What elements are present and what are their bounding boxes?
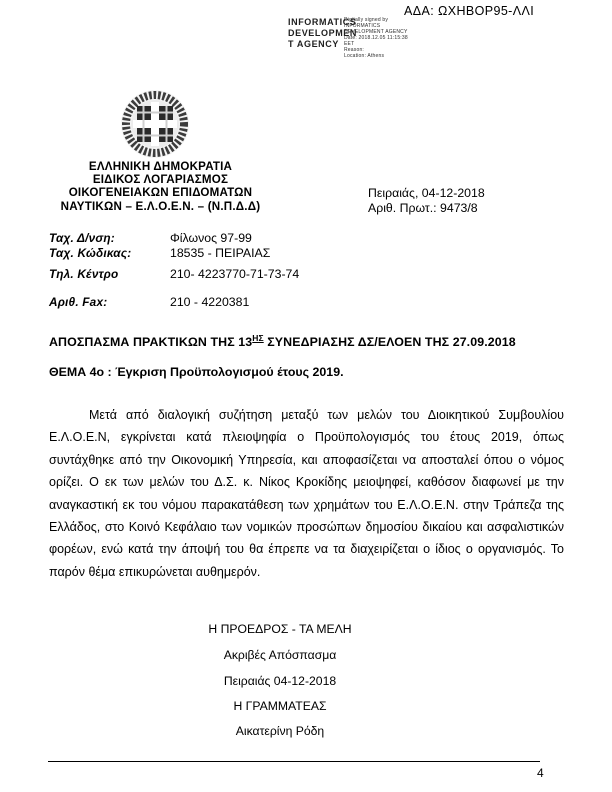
contact-value: 18535 - ΠΕΙΡΑΙΑΣ — [170, 246, 271, 260]
stamp-signature-line: Date: 2018.12.05 11:15:38 — [344, 35, 408, 41]
stamp-signature-line: Location: Athens — [344, 53, 385, 59]
contact-value: 210 - 4220381 — [170, 295, 250, 309]
document-title-text: ΣΥΝΕΔΡΙΑΣΗΣ ΔΣ/ΕΛΟΕΝ ΤΗΣ 27.09.2018 — [263, 335, 516, 350]
stamp-agency-line: DEVELOPMEN — [288, 28, 358, 38]
stamp-agency-line: T AGENCY — [288, 39, 339, 49]
closing-secretary-title: Η ΓΡΑΜΜΑΤΕΑΣ — [233, 699, 327, 713]
place-date: Πειραιάς, 04-12-2018 — [368, 186, 485, 200]
stamp-signature-line: Reason: — [344, 47, 365, 53]
stamp-signature-line: DEVELOPMENT AGENCY — [344, 29, 408, 35]
org-line: ΝΑΥΤΙΚΩΝ – Ε.Λ.Ο.Ε.Ν. – (Ν.Π.Δ.Δ) — [60, 199, 261, 213]
org-line: ΕΙΔΙΚΟΣ ΛΟΓΑΡΙΑΣΜΟΣ — [92, 173, 229, 187]
contact-value: 210- 4223770-71-73-74 — [170, 267, 300, 281]
stamp-signature-line: EET — [344, 41, 355, 47]
closing-place-date: Πειραιάς 04-12-2018 — [223, 674, 337, 688]
contact-label: Τηλ. Κέντρο — [49, 267, 119, 281]
greek-coat-of-arms-icon — [117, 87, 193, 163]
contact-label: Αριθ. Fax: — [49, 295, 108, 309]
closing-certified-copy: Ακριβές Απόσπασμα — [223, 648, 337, 662]
contact-value: Φίλωνος 97-99 — [170, 231, 252, 245]
contact-label: Ταχ. Δ/νση: — [49, 231, 115, 245]
place-date-protocol — [368, 186, 485, 215]
contact-label: Ταχ. Κώδικας: — [49, 246, 132, 260]
org-line: ΕΛΛΗΝΙΚΗ ΔΗΜΟΚΡΑΤΙΑ — [88, 160, 233, 173]
document-title-ordinal-suffix: ΗΣ — [252, 333, 264, 343]
closing-signatories: Η ΠΡΟΕΔΡΟΣ - ΤΑ ΜΕΛΗ — [208, 622, 352, 636]
document-title-text: ΑΠΟΣΠΑΣΜΑ ΠΡΑΚΤΙΚΩΝ ΤΗΣ 13 — [49, 335, 253, 350]
stamp-agency-line: INFORMATICS — [288, 17, 357, 27]
contact-row-phone — [49, 267, 409, 281]
contact-row-postal-code — [49, 246, 409, 260]
digital-signature-stamp — [288, 17, 448, 59]
closing-secretary-name: Αικατερίνη Ρόδη — [235, 724, 325, 738]
stamp-signature-line: INFORMATICS — [344, 23, 381, 29]
agenda-item-heading: ΘΕΜΑ 4ο : Έγκριση Προϋπολογισμού έτους 2019. — [49, 365, 344, 379]
protocol-number: Αριθ. Πρωτ.: 9473/8 — [368, 200, 478, 215]
document-title — [49, 333, 565, 349]
org-line: ΟΙΚΟΓΕΝΕΙΑΚΩΝ ΕΠΙΔΟΜΑΤΩΝ — [68, 186, 253, 200]
page-number: 4 — [537, 766, 544, 780]
contact-row-fax — [49, 295, 409, 309]
contact-row-address — [49, 231, 409, 245]
organization-header — [28, 160, 293, 213]
stamp-signature-line: Digitally signed by — [344, 17, 389, 23]
footer-divider — [48, 761, 540, 762]
ada-code: ΑΔΑ: ΩΧΗΒΟΡ95-ΛΛΙ — [404, 4, 535, 18]
decision-paragraph: Μετά από διαλογική συζήτηση μεταξύ των μελών του Διοικητικού Συμβουλίου Ε.Λ.Ο.Ε.Ν, εγκρίνεται κατά πλειοψηφία ο Προϋπολογισμός του έτους 2019, όπως συντάχθηκε από την Οικονομική Υπηρεσία, και αποφασίζεται να αποσταλεί όπου ο νόμος ορίζει. Ο εκ των μελών του Δ.Σ. κ. Νίκος Κροκίδης μειοψηφεί, καθόσον διαφωνεί με την αναγκαστική εκ του νόμου παρακατάθεση των χρημάτων του Ε.Λ.Ο.Ε.Ν. στην Τράπεζα της Ελλάδος, στο Κοινό Κεφάλαιο των νομικών προσώπων δημοσίου δικαίου και ασφαλιστικών φορέων, ενώ κατά την άποψή του θα έπρεπε να τα διαχειρίζεται ο ίδιος ο οργανισμός. Το παρόν θέμα επικυρώνεται αυθημερόν. — [49, 408, 564, 579]
stamp-signature-details — [344, 17, 422, 59]
